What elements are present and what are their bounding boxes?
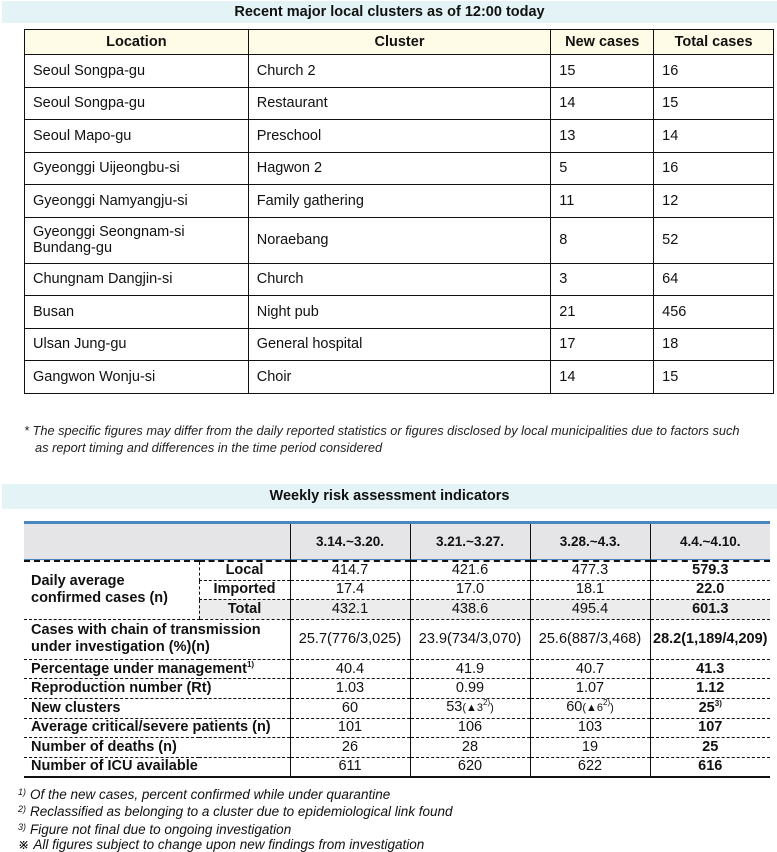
location-cell: Seoul Songpa-gu <box>25 55 249 88</box>
weekly-header-row <box>24 523 770 561</box>
reproduction-number-label: Reproduction number (Rt) <box>24 679 290 699</box>
value-cell: 616 <box>650 757 770 777</box>
new-cases-cell: 11 <box>551 185 654 218</box>
cluster-cell: Family gathering <box>248 185 551 218</box>
period-header: 3.28.~4.3. <box>530 523 650 561</box>
table-row <box>24 619 770 659</box>
footnote-marker: 2) <box>18 804 27 815</box>
new-cases-cell: 17 <box>551 328 654 361</box>
label-line-1: Daily average <box>31 573 125 590</box>
table-row <box>24 698 770 718</box>
new-clusters-label: New clusters <box>24 698 290 718</box>
daily-average-label <box>24 561 199 620</box>
value-cell: 40.7 <box>530 659 650 679</box>
cluster-cell: Church <box>248 263 551 296</box>
value-cell: 18.1 <box>530 580 650 600</box>
table-row <box>25 55 774 88</box>
footnote-text: Figure not final due to ongoing investigation <box>30 821 292 837</box>
table-row <box>24 659 770 679</box>
value-cell: 101 <box>290 718 410 738</box>
footnote-marker: 3) <box>714 698 722 708</box>
value-cell: 41.3 <box>650 659 770 679</box>
table-row <box>25 152 774 185</box>
table-row <box>25 296 774 329</box>
cluster-cell: Night pub <box>248 296 551 329</box>
value-cell <box>650 698 770 718</box>
column-header-location: Location <box>25 30 249 55</box>
value-cell: 23.9(734/3,070) <box>410 619 530 659</box>
column-header-cluster: Cluster <box>248 30 551 55</box>
period-header: 4.4.~4.10. <box>650 523 770 561</box>
total-cases-cell: 15 <box>654 361 774 394</box>
cluster-cell: Preschool <box>248 120 551 153</box>
value-cell: 25.6(887/3,468) <box>530 619 650 659</box>
label-text: Percentage under management <box>31 660 247 677</box>
value-cell: 60 <box>290 698 410 718</box>
label-line-1: Cases with chain of transmission <box>31 622 261 639</box>
total-cases-cell: 12 <box>654 185 774 218</box>
period-header: 3.14.~3.20. <box>290 523 410 561</box>
management-label <box>24 659 290 679</box>
table-row <box>25 120 774 153</box>
value-cell: 25 <box>650 738 770 758</box>
value-cell: 1.12 <box>650 679 770 699</box>
new-cases-cell: 8 <box>551 217 654 263</box>
icu-available-label: Number of ICU available <box>24 757 290 777</box>
footnote-marker: 1) <box>246 659 255 669</box>
footnote-text: All figures subject to change upon new findings from investigation <box>33 836 425 852</box>
cluster-cell: Hagwon 2 <box>248 152 551 185</box>
new-cases-cell: 14 <box>551 87 654 120</box>
new-cases-cell: 21 <box>551 296 654 329</box>
table-row <box>24 757 770 777</box>
new-cases-cell: 14 <box>551 361 654 394</box>
value-cell: 579.3 <box>650 561 770 581</box>
location-cell: Gyeonggi Uijeongbu-si <box>25 152 249 185</box>
table-row <box>24 561 770 581</box>
weekly-section-title: Weekly risk assessment indicators <box>2 484 777 509</box>
value-cell: 601.3 <box>650 600 770 620</box>
footnote-text: Reclassified as belonging to a cluster due to epidemiological link found <box>30 804 453 820</box>
clusters-section-title: Recent major local clusters as of 12:00 today <box>2 1 777 23</box>
footnote-marker: 2) <box>483 698 491 708</box>
value-cell: 19 <box>530 738 650 758</box>
value-cell: 414.7 <box>290 561 410 581</box>
value-cell: 28.2(1,189/4,209) <box>650 619 770 659</box>
reference-mark-icon: ※ <box>18 836 30 852</box>
value-cell: 0.99 <box>410 679 530 699</box>
value-cell: 620 <box>410 757 530 777</box>
location-cell: Gyeonggi Namyangju-si <box>25 185 249 218</box>
value-text: 25 <box>698 699 715 716</box>
new-cases-cell: 13 <box>551 120 654 153</box>
total-cases-cell: 64 <box>654 263 774 296</box>
cluster-cell: Church 2 <box>248 55 551 88</box>
location-cell <box>25 217 249 263</box>
location-line-2: Bundang-gu <box>33 240 113 256</box>
value-cell: 106 <box>410 718 530 738</box>
footnote <box>18 820 718 837</box>
total-cases-cell: 18 <box>654 328 774 361</box>
total-cases-cell: 16 <box>654 55 774 88</box>
label-line-2: confirmed cases (n) <box>31 590 168 607</box>
sub-label-local: Local <box>199 561 290 581</box>
value-cell: 421.6 <box>410 561 530 581</box>
value-cell: 495.4 <box>530 600 650 620</box>
value-cell: 17.4 <box>290 580 410 600</box>
footnote-marker: 3) <box>18 821 27 832</box>
critical-patients-label: Average critical/severe patients (n) <box>24 718 290 738</box>
sub-label-imported: Imported <box>199 580 290 600</box>
table-row <box>25 263 774 296</box>
value-cell: 1.03 <box>290 679 410 699</box>
table-row <box>24 718 770 738</box>
location-cell: Busan <box>25 296 249 329</box>
footnote-text: Of the new cases, percent confirmed while under quarantine <box>30 787 391 802</box>
value-cell: 17.0 <box>410 580 530 600</box>
table-header-row <box>25 30 774 55</box>
period-header: 3.21.~3.27. <box>410 523 530 561</box>
chain-of-transmission-label <box>24 619 290 659</box>
reclassified-note: (▲3 <box>462 702 483 715</box>
cluster-cell: Choir <box>248 361 551 394</box>
table-row <box>25 217 774 263</box>
clusters-disclaimer-note: * The specific figures may differ from the daily reported statistics or figures disclosed by local municipalities due to factors such as report timing and differences in the time period considered <box>24 423 740 455</box>
table-row <box>25 361 774 394</box>
location-cell: Seoul Songpa-gu <box>25 87 249 120</box>
total-cases-cell: 16 <box>654 152 774 185</box>
table-row <box>24 679 770 699</box>
weekly-footnotes <box>18 785 718 852</box>
new-cases-cell: 5 <box>551 152 654 185</box>
table-row <box>25 87 774 120</box>
table-row <box>25 185 774 218</box>
value-cell: 25.7(776/3,025) <box>290 619 410 659</box>
location-line-1: Gyeonggi Seongnam-si <box>33 224 185 240</box>
footnote-marker: 1) <box>18 787 27 797</box>
cluster-cell: Restaurant <box>248 87 551 120</box>
value-cell: 28 <box>410 738 530 758</box>
value-cell <box>530 698 650 718</box>
footnote-marker: 2) <box>603 698 611 708</box>
location-cell: Chungnam Dangjin-si <box>25 263 249 296</box>
total-cases-cell: 456 <box>654 296 774 329</box>
value-cell: 622 <box>530 757 650 777</box>
value-cell: 432.1 <box>290 600 410 620</box>
value-cell: 22.0 <box>650 580 770 600</box>
footnote <box>18 785 718 802</box>
empty-header-cell <box>24 523 290 561</box>
cluster-cell: General hospital <box>248 328 551 361</box>
value-text: 60 <box>566 699 583 716</box>
sub-label-total: Total <box>199 600 290 620</box>
value-cell: 41.9 <box>410 659 530 679</box>
footnote <box>18 837 718 852</box>
value-cell: 26 <box>290 738 410 758</box>
location-cell: Seoul Mapo-gu <box>25 120 249 153</box>
value-cell: 611 <box>290 757 410 777</box>
value-cell: 107 <box>650 718 770 738</box>
value-text: 53 <box>446 699 463 716</box>
total-cases-cell: 14 <box>654 120 774 153</box>
location-cell: Gangwon Wonju-si <box>25 361 249 394</box>
total-cases-cell: 52 <box>654 217 774 263</box>
label-line-2: under investigation (%)(n) <box>31 639 210 656</box>
cluster-cell: Noraebang <box>248 217 551 263</box>
weekly-indicators-table <box>24 521 770 778</box>
value-cell: 1.07 <box>530 679 650 699</box>
new-cases-cell: 15 <box>551 55 654 88</box>
deaths-label: Number of deaths (n) <box>24 738 290 758</box>
reclassified-note: (▲6 <box>582 702 603 715</box>
value-cell: 40.4 <box>290 659 410 679</box>
column-header-new-cases: New cases <box>551 30 654 55</box>
value-cell: 477.3 <box>530 561 650 581</box>
total-cases-cell: 15 <box>654 87 774 120</box>
column-header-total-cases: Total cases <box>654 30 774 55</box>
table-row <box>25 328 774 361</box>
paren-close: ) <box>610 702 614 715</box>
value-cell: 103 <box>530 718 650 738</box>
local-clusters-table <box>24 29 774 394</box>
location-cell: Ulsan Jung-gu <box>25 328 249 361</box>
value-cell <box>410 698 530 718</box>
paren-close: ) <box>490 702 494 715</box>
table-row <box>24 738 770 758</box>
value-cell: 438.6 <box>410 600 530 620</box>
footnote <box>18 802 718 819</box>
new-cases-cell: 3 <box>551 263 654 296</box>
